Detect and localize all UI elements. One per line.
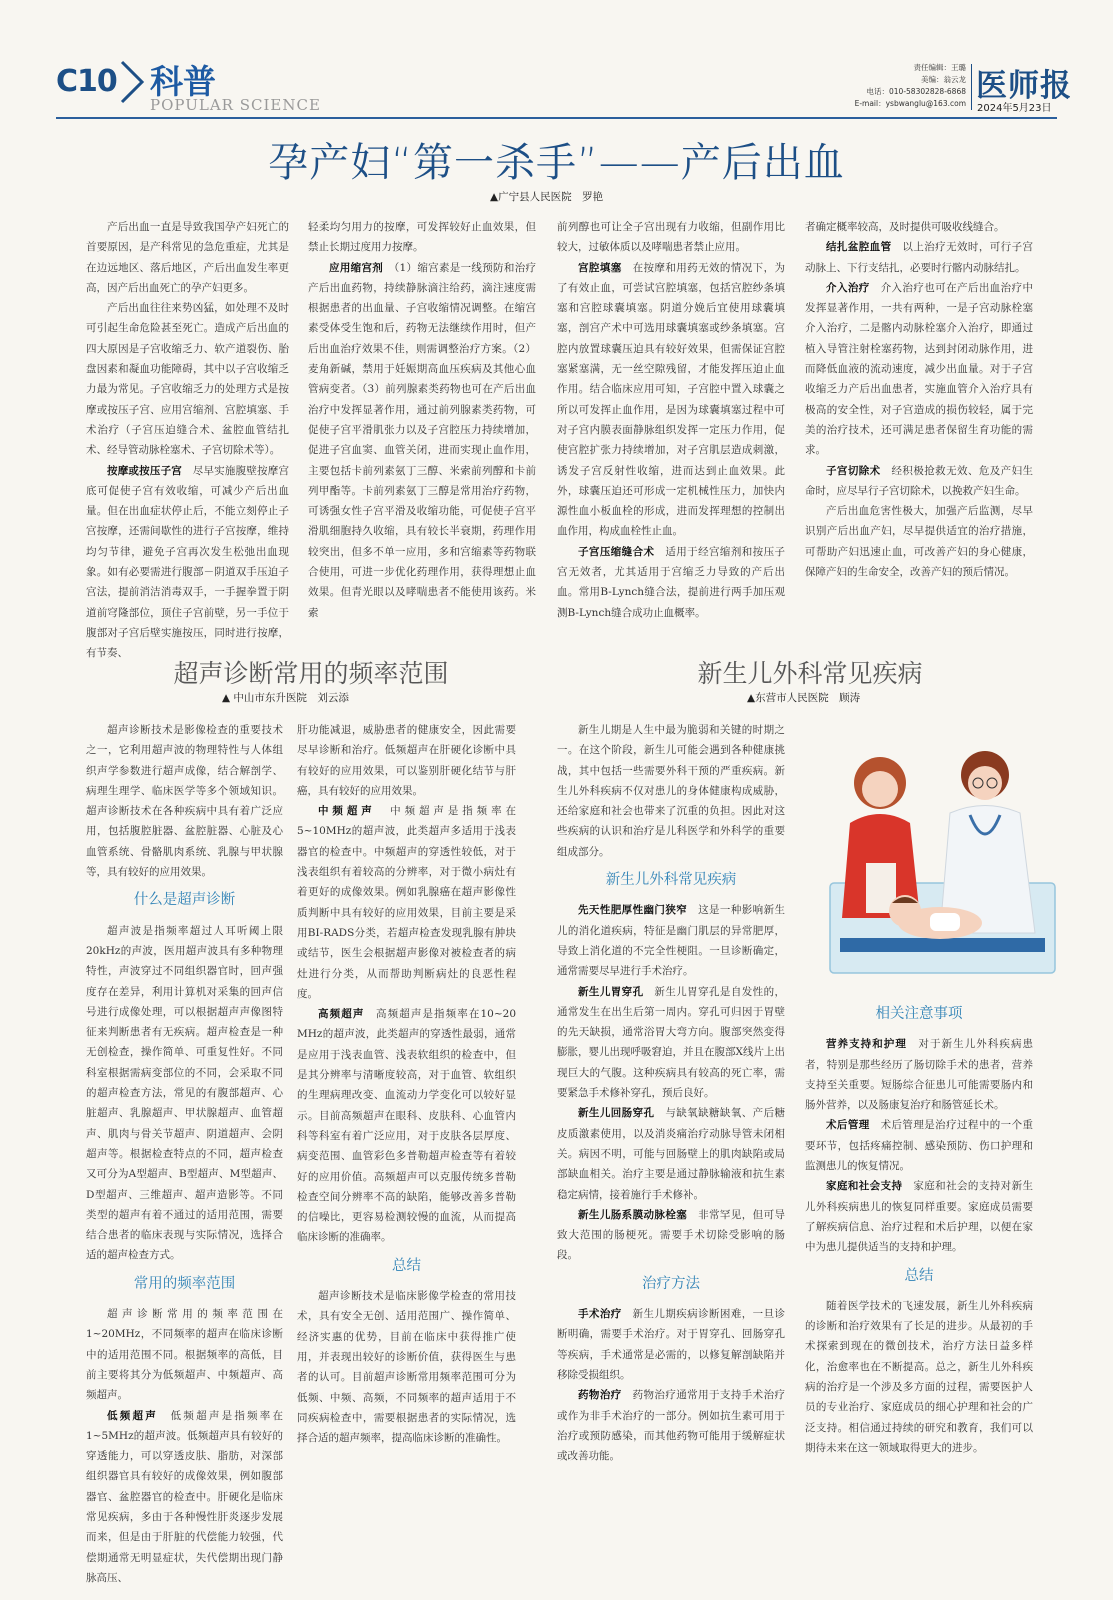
paragraph: 前列醇也可让全子宫出现有力收缩，但副作用比较大，过敏体质以及哮喘患者禁止应用。 — [557, 221, 785, 254]
subheading: 介入治疗 — [826, 281, 870, 294]
paragraph: 产后出血往往来势凶猛，如处理不及时可引起生命危险甚至死亡。造成产后出血的四大原因是子宫收缩乏力、软产道裂伤、胎盘因素和凝血功能障碍，其中以子宫收缩乏力最为常见。子宫收缩乏力的处理方式是按摩或按压子宫、应用宫缩剂、宫腔填塞、手术治疗（子宫压迫缝合术、盆腔血管结扎术、经导管动脉栓塞术、子宫切除术等）。 — [86, 302, 289, 457]
paragraph: 随着医学技术的飞速发展，新生儿外科疾病的诊断和治疗效果有了长足的进步。从最初的手术探索到现在的微创技术，治疗方法日益多样化，治愈率也在不断提高。总之，新生儿外科疾病的治疗是一个涉及多方面的过程，需要医护人员的专业治疗、家庭成员的细心护理和社会的广泛支持。相信通过持续的研究和教育，我们可以期待未来在这一领域取得更大的进步。 — [805, 1299, 1033, 1454]
paragraph-text: 适用于经宫缩剂和按压子宫无效者，尤其适用于宫缩乏力导致的产后出血。常用B-Lynch缝合法，提前进行两手加压观测B-Lynch缝合成功止血概率。 — [557, 545, 786, 619]
subheading: 新生儿回肠穿孔 — [578, 1107, 655, 1120]
paragraph-text: 对于新生儿外科疾病患者，特别是那些经历了肠切除手术的患者，营养支持至关重要。短肠综合征患儿可能需要肠内和肠外营养，以及肠康复治疗和肠管延长术。 — [805, 1038, 1034, 1112]
paragraph — [297, 1004, 516, 1248]
paragraph: 超声诊断常用的频率范围在1~20MHz，不同频率的超声在临床诊断中的适用范围不同。根据频率的高低，目前主要将其分为低频超声、中频超声、高频超声。 — [86, 1308, 283, 1402]
paragraph-text: 在按摩和用药无效的情况下，为了有效止血，可尝试宫腔填塞，包括宫腔纱条填塞和宫腔球囊填塞。阴道分娩后宜使用球囊填塞，剖宫产术中可选用球囊填塞或纱条填塞。宫腔内放置球囊压迫具有较好效果，但需保证宫腔塞紧塞满，无一丝空隙残留，才能发挥压迫止血作用。结合临床应用可知，子宫腔中置入球囊之所以可发挥止血作用，是因为球囊填塞过程中可对子宫内膜表面静脉组织发挥一定压力作用，促使宫腔扩张力持续增加，对子宫肌层造成刺激，诱发子宫反射性收缩，进而达到止血效果。此外，球囊压迫还可形成一定机械性压力，加快内源性血小板血栓的形成，进而发挥理想的控制出血作用，构成血栓性止血。 — [557, 261, 786, 538]
article1-title: 孕产妇“第一杀手”——产后出血 — [268, 140, 845, 186]
subheading: 药物治疗 — [578, 1389, 622, 1402]
article2-subheading: 什么是超声诊断 — [133, 892, 236, 909]
paragraph — [557, 258, 785, 542]
article2-title: 超声诊断常用的频率范围 — [173, 659, 449, 688]
article1-col3 — [557, 217, 785, 631]
paragraph: 产后出血危害性极大，加强产后监测，尽早识别产后出血产妇，尽早提供适宜的治疗措施，可帮助产妇迅速止血，可改善产妇的身心健康，保障产妇的生命安全，改善产妇的预后情况。 — [805, 505, 1033, 579]
editor-info — [886, 62, 966, 86]
paragraph — [557, 1103, 785, 1204]
paragraph — [805, 278, 1033, 461]
paragraph-text: 新生儿期疾病诊断困难，一旦诊断明确，需要手术治疗。对于胃穿孔、回肠穿孔等疾病，手术通常是必需的，以修复解剖缺陷并移除受损组织。 — [557, 1308, 786, 1381]
paragraph — [297, 801, 516, 1004]
subheading: 子宫切除术 — [826, 464, 881, 477]
paragraph-text: 中频超声是指频率在5~10MHz的超声波，此类超声多适用于浅表器官的检查中。中频超声的穿透性较低，对于浅表组织有着较高的分辨率，对于微小病灶有着更好的成像效果。例如乳腺癌在超声影像性质判断中具有较好的应用效果，目前主要是采用BI-RADS分类，若超声检查发现乳腺有肿块或结节，医生会根据超声影像对被检查者的病灶进行分类，从而帮助判断病灶的良恶性程度。 — [297, 805, 517, 1000]
editor: 责任编辑：王璐 — [913, 63, 966, 72]
article2-subheading: 总结 — [392, 1257, 421, 1274]
subheading: 按摩或按压子宫 — [107, 464, 183, 477]
section-title-en: POPULAR SCIENCE — [150, 96, 321, 114]
paragraph — [557, 1205, 785, 1266]
paragraph — [805, 1115, 1033, 1176]
article3-subheading: 总结 — [904, 1267, 934, 1284]
subheading: 手术治疗 — [578, 1308, 622, 1321]
article2-subheading: 常用的频率范围 — [133, 1275, 236, 1292]
article3-col2 — [805, 996, 1033, 1526]
paragraph — [557, 542, 785, 623]
paragraph: 新生儿期是人生中最为脆弱和关键的时期之一。在这个阶段，新生儿可能会遇到各种健康挑战，其中包括一些需要外科干预的严重疾病。新生儿外科疾病不仅对患儿的身体健康构成威胁，还给家庭和社会也带来了沉重的负担。因此对这些疾病的认识和治疗是儿科医学和外科学的重要组成部分。 — [557, 724, 785, 858]
chevron-right-icon — [118, 60, 146, 104]
subheading: 先天性肥厚性幽门狭窄 — [578, 904, 688, 917]
paragraph: 者确定概率较高，及时提供可吸收线缝合。 — [805, 221, 1005, 233]
paragraph-text: 这是一种影响新生儿的消化道疾病，特征是幽门肌层的异常肥厚，导致上消化道的不完全性梗阻。一旦诊断确定，通常需要尽早进行手术治疗。 — [557, 904, 786, 978]
paragraph — [805, 1176, 1033, 1257]
article2-col2 — [297, 720, 516, 1525]
subheading: 新生儿胃穿孔 — [578, 985, 644, 998]
paragraph: 轻柔均匀用力的按摩，可发挥较好止血效果，但禁止长期过度用力按摩。 — [308, 221, 536, 254]
article3-subheading: 相关注意事项 — [875, 1006, 963, 1022]
paragraph-text: 术后管理是治疗过程中的一个重要环节，包括疼痛控制、感染预防、伤口护理和监测患儿的恢复情况。 — [805, 1119, 1034, 1173]
header-rule — [56, 117, 1057, 119]
subheading: 中频超声 — [318, 805, 376, 818]
article2-col1 — [86, 720, 284, 1584]
paragraph-text: 高频超声是指频率在10~20 MHz的超声波，此类超声的穿透性最弱，通常是应用于浅表血管、浅表软组织的检查中，但是其分辨率与清晰度较高，对于血管、软组织的生理病理改变、血流动力学变化可以较好显示。目前高频超声在眼科、皮肤科、心血管内科等科室有着广泛应用，对于皮肤各层厚度、病变范围、血管彩色多普勒超声检查等有着较好的应用价值。高频超声可以克服传统多普勒检查空间分辨率不高的缺陷，能够改善多普勒的信噪比，更容易检测较慢的血流，从而提高临床诊断的准确率。 — [297, 1008, 516, 1244]
paragraph-text: 家庭和社会的支持对新生儿外科疾病患儿的恢复同样重要。家庭成员需要了解疾病信息、治疗过程和术后护理，以便在家中为患儿提供适当的支持和护理。 — [805, 1180, 1034, 1254]
email: E-mail：ysbwanglu@163.com — [854, 99, 966, 108]
article3-title: 新生儿外科常见疾病 — [697, 659, 923, 688]
paragraph — [557, 1385, 785, 1466]
paragraph — [805, 1034, 1033, 1115]
subheading: 营养支持和护理 — [826, 1038, 907, 1051]
issue-date: 2024年5月23日 — [977, 103, 1052, 114]
paragraph-text: 非常罕见，但可导致大范围的肠梗死。需要手术切除受影响的肠段。 — [557, 1208, 786, 1262]
page-number: C10 — [56, 64, 117, 99]
paragraph-text: （1）缩宫素是一线预防和治疗产后出血药物，持续静脉滴注给药，滴注速度需根据患者的出血量、子宫收缩情况调整。在缩宫素受体受生饱和后，药物无法继续作用时，但产后出血治疗效果不佳，则需调整治疗方案。（2）麦角新碱，禁用于妊娠期高血压疾病及其他心血管病变者。（3）前列腺素类药物也可在产后出血治疗中发挥显著作用，通过前列腺素类药物，可促使子宫平滑肌张力以及子宫腔压力持续增加，促进子宫血窦、血管关闭，进而实现止血作用，主要包括卡前列素氨丁三醇、米索前列醇和卡前列甲酯等。卡前列素氨丁三醇是常用治疗药物，可诱强女性子宫平滑及收缩功能，可促使子宫平滑肌细胞持久收缩，具有较长半衰期，药理作用较突出，但多不单一应用，多和宫缩素等药物联合使用，可进一步优化药理作用，获得理想止血效果。但青光眼以及哮喘患者不能使用该药。米索 — [308, 261, 537, 619]
contact-info — [818, 86, 966, 110]
paragraph: 超声诊断技术是影像检查的重要技术之一，它利用超声波的物理特性与人体组织声学参数进行超声成像，结合解剖学、病理生理学、临床医学等多个领域知识。超声诊断技术在各种疾病中具有着广泛应用，包括腹腔脏器、盆腔脏器、心脏及心血管系统、骨骼肌肉系统、乳腺与甲状腺等，具有较好的应用效果。 — [86, 724, 283, 879]
paragraph: 肝功能减退，威胁患者的健康安全，因此需要尽早诊断和治疗。低频超声在肝硬化诊断中具有较好的应用效果，可以鉴别肝硬化结节与肝癌，具有较好的应用效果。 — [297, 724, 516, 797]
section-title: 科普 — [150, 62, 216, 101]
article1-byline: ▲广宁县人民医院 罗艳 — [490, 191, 604, 203]
paragraph-text: 药物治疗通常用于支持手术治疗或作为非手术治疗的一部分。例如抗生素可用于治疗或预防感染，而其他药物可能用于缓解症状或改善功能。 — [557, 1389, 786, 1463]
paragraph — [557, 1304, 785, 1385]
article1-col2 — [308, 217, 536, 631]
article1-col4 — [805, 217, 1033, 631]
article3-col1 — [557, 720, 785, 1525]
subheading: 结扎盆腔血管 — [826, 241, 892, 254]
subheading: 高频超声 — [318, 1008, 365, 1021]
doctor-baby-illustration — [820, 743, 1062, 981]
subheading: 低频超声 — [107, 1409, 158, 1422]
subheading: 新生儿肠系膜动脉栓塞 — [578, 1208, 688, 1221]
article1-col1 — [86, 217, 289, 660]
subheading: 子宫压缩缝合术 — [578, 545, 655, 558]
paragraph — [86, 1406, 283, 1589]
masthead-logo: 医师报 — [976, 68, 1072, 104]
paragraph-text: 介入治疗也可在产后出血治疗中发挥显著作用，一共有两种，一是子宫动脉栓塞介入治疗，二是髂内动脉栓塞介入治疗，即通过植入导管注射栓塞药物，达到封闭动脉作用，进而降低血液的流动速度，减少出血量。对于子宫收缩乏力产后出血患者，实施血管介入治疗具有极高的安全性，对子宫造成的损伤较轻，属于完美的治疗技术，还可满足患者保留生育功能的需求。 — [805, 281, 1034, 457]
article3-subheading: 新生儿外科常见疾病 — [605, 872, 737, 889]
subheading: 家庭和社会支持 — [826, 1180, 903, 1193]
paragraph — [557, 900, 785, 981]
paragraph — [805, 237, 1033, 278]
article3-subheading: 治疗方法 — [642, 1275, 700, 1292]
paragraph-text: 低频超声是指频率在1~5MHz的超声波。低频超声具有较好的穿透能力，可以穿透皮肤、脂肪，对深部组织器官具有较好的成像效果，例如腹部器官、盆腔器官的检查中。肝硬化是临床常见疾病，多由于各种慢性肝炎逐步发展而来，但是由于肝脏的代偿能力较强，代偿期通常无明显症状，失代偿期出现门静脉高压、 — [86, 1409, 284, 1584]
paragraph: 超声波是指频率超过人耳听阈上限20kHz的声波，医用超声波具有多种物理特性，声波穿过不同组织器官时，回声强度存在差异，利用计算机对采集的回声信号进行成像处理，可以根据超声声像图特征来判断患者有无疾病。超声检查是一种无创检查，操作简单、可重复性好。不同科室根据需病变部位的不同，会采取不同的超声检查方法，常见的有腹部超声、心脏超声、乳腺超声、甲状腺超声、血管超声、肌肉与骨关节超声、阴道超声、会阴超声等。根据检查特点的不同，超声检查又可分为A型超声、B型超声、M型超声、D型超声、三维超声、超声造影等。不同类型的超声有着不通过的适用范围，需要结合患者的临床表现与实际情况，选择合适的超声检查方式。 — [86, 924, 283, 1262]
paragraph-text: 经积极抢救无效、危及产妇生命时，应尽早行子宫切除术，以挽救产妇生命。 — [805, 464, 1034, 497]
paragraph — [805, 461, 1033, 502]
article2-byline: ▲ 中山市东升医院 刘云添 — [222, 692, 349, 704]
designer: 美编：翁云龙 — [921, 75, 966, 84]
paragraph — [557, 982, 785, 1104]
subheading: 宫腔填塞 — [578, 261, 622, 274]
article3-byline: ▲东营市人民医院 顾涛 — [747, 692, 861, 704]
paragraph-text: 以上治疗无效时，可行子宫动脉上、下行支结扎，必要时行髂内动脉结扎。 — [805, 241, 1034, 274]
paragraph — [308, 258, 536, 623]
paragraph-text: 新生儿胃穿孔是自发性的，通常发生在出生后第一周内。穿孔可归因于胃壁的先天缺损，通常浴胃大弯方向。腹部突然变得膨胀，婴儿出现呼吸窘迫，并且在腹部X线片上出现巨大的气腹。这种疾病具有较高的死亡率，需要紧急手术修补穿孔，预后良好。 — [557, 985, 786, 1100]
paragraph-text: 尽早实施腹壁按摩宫底可促使子宫有效收缩，可减少产后出血量。但在出血症状停止后，不能立刻停止子宫按摩，还需间歇性的进行子宫按摩，维持均匀节律，避免子宫再次发生松弛出血现象。如有必要需进行腹部－阴道双手压迫子宫法，提前消洁消毒双手，一手握拳置于阴道前穹隆部位，顶住子宫前壁，另一手位于腹部对子宫后壁实施按压，同时进行按摩，有节奏、 — [86, 464, 289, 660]
subheading: 术后管理 — [826, 1119, 870, 1132]
paragraph: 超声诊断技术是临床影像学检查的常用技术，具有安全无创、适用范围广、操作简单、经济实惠的优势，目前在临床中获得推广使用，并表现出较好的诊断价值，获得医生与患者的认可。目前超声诊断常用频率范围可分为低频、中频、高频，不同频率的超声适用于不同疾病检查中，需要根据患者的实际情况，选择合适的超声频率，提高临床诊断的准确性。 — [297, 1290, 516, 1445]
phone: 电话：010-58302828-6868 — [866, 87, 966, 96]
header-divider — [971, 64, 972, 110]
paragraph-text: 与缺氧缺糖缺氧、产后糖皮质激素使用，以及消炎痛治疗动脉导管未闭相关。病因不明，可能与回肠壁上的肌肉缺陷或局部缺血相关。治疗主要是通过静脉输液和抗生素稳定病情，接着施行手术修补。 — [557, 1107, 786, 1201]
paragraph: 产后出血一直是导致我国孕产妇死亡的首要原因，是产科常见的急危重症，尤其是在边远地区、落后地区，产后出血发生率更高，因产后出血死亡的孕产妇更多。 — [86, 221, 289, 294]
subheading: 应用缩宫剂 — [329, 261, 384, 274]
paragraph — [86, 461, 289, 664]
